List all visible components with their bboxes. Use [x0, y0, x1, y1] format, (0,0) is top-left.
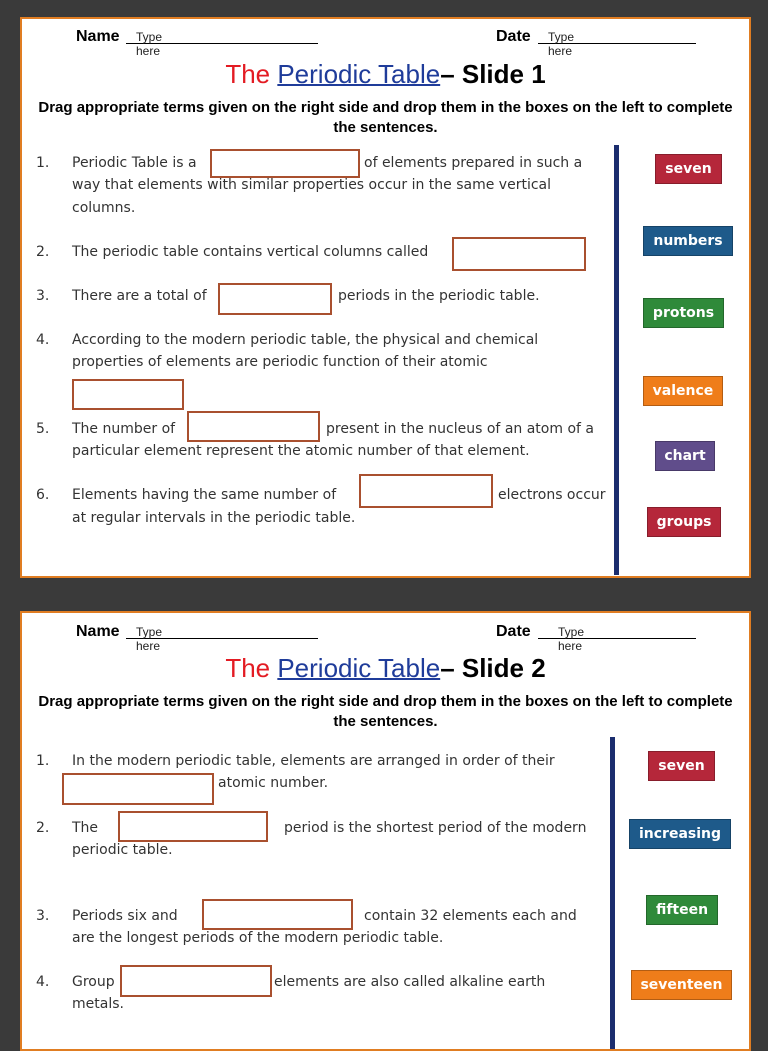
drag-tag-seven[interactable]: seven: [655, 154, 722, 184]
question-number: 1.: [36, 155, 50, 171]
question-text: columns.: [72, 200, 136, 216]
drag-tag-protons[interactable]: protons: [643, 298, 724, 328]
question-text: According to the modern periodic table, the physical and chemical: [72, 332, 539, 348]
question-text: electrons occur: [498, 487, 606, 503]
question-text: Periods six and: [72, 908, 178, 924]
question-text: particular element represent the atomic number of that element.: [72, 443, 530, 459]
drop-box[interactable]: [359, 474, 493, 508]
question-number: 4.: [36, 332, 50, 348]
drag-tag-fifteen[interactable]: fifteen: [646, 895, 718, 925]
question-number: 4.: [36, 974, 50, 990]
question-number: 3.: [36, 908, 50, 924]
drop-box[interactable]: [202, 899, 353, 930]
instructions: Drag appropriate terms given on the right side and drop them in the boxes on the left to complete the sentences.: [38, 99, 733, 136]
question-text: Elements having the same number of: [72, 487, 337, 503]
question-number: 1.: [36, 753, 50, 769]
question-text: present in the nucleus of an atom of a: [326, 421, 594, 437]
question-text: properties of elements are periodic function of their atomic: [72, 354, 488, 370]
question-text: Group: [72, 974, 115, 990]
question-text: of elements prepared in such a: [364, 155, 583, 171]
drop-box[interactable]: [120, 965, 272, 997]
question-text: The number of: [72, 421, 176, 437]
drop-box[interactable]: [218, 283, 332, 315]
slide-2: [20, 611, 751, 1051]
divider-bar: [610, 737, 615, 1051]
name-field[interactable]: Type here: [136, 625, 163, 653]
date-label: Date: [496, 623, 531, 640]
question-text: contain 32 elements each and: [364, 908, 577, 924]
question-text: way that elements with similar properties occur in the same vertical: [72, 177, 552, 193]
date-field[interactable]: Type here: [558, 625, 585, 653]
question-number: 2.: [36, 820, 50, 836]
question-text: The periodic table contains vertical columns called: [72, 244, 429, 260]
drag-tag-valence[interactable]: valence: [643, 376, 723, 406]
question-text: period is the shortest period of the modern: [284, 820, 587, 836]
drop-box[interactable]: [72, 379, 184, 410]
drop-box[interactable]: [118, 811, 268, 842]
divider-bar: [614, 145, 619, 575]
drag-tag-increasing[interactable]: increasing: [629, 819, 731, 849]
question-text: The: [72, 820, 99, 836]
drop-box[interactable]: [187, 411, 320, 442]
instructions: Drag appropriate terms given on the right side and drop them in the boxes on the left to complete the sentences.: [38, 693, 733, 730]
question-number: 3.: [36, 288, 50, 304]
question-text: elements are also called alkaline earth: [274, 974, 546, 990]
drop-box[interactable]: [210, 149, 360, 178]
question-text: In the modern periodic table, elements are arranged in order of their: [72, 753, 555, 769]
date-field[interactable]: Type here: [548, 30, 575, 58]
slide-1: [20, 17, 751, 578]
drag-tag-seventeen[interactable]: seventeen: [631, 970, 732, 1000]
name-field[interactable]: Type here: [136, 30, 163, 58]
drag-tag-numbers[interactable]: numbers: [643, 226, 733, 256]
question-text: are the longest periods of the modern periodic table.: [72, 930, 444, 946]
question-text: atomic number.: [218, 775, 329, 791]
page-title: The Periodic Table– Slide 2: [225, 653, 546, 683]
drop-box[interactable]: [62, 773, 214, 805]
question-text: Periodic Table is a: [72, 155, 197, 171]
drag-tag-seven[interactable]: seven: [648, 751, 715, 781]
drop-box[interactable]: [452, 237, 586, 271]
question-text: metals.: [72, 996, 124, 1012]
question-text: There are a total of: [72, 288, 207, 304]
page-title: The Periodic Table– Slide 1: [225, 59, 546, 89]
question-text: periodic table.: [72, 842, 173, 858]
drag-tag-chart[interactable]: chart: [655, 441, 715, 471]
date-label: Date: [496, 28, 531, 45]
question-text: at regular intervals in the periodic table.: [72, 510, 356, 526]
question-text: periods in the periodic table.: [338, 288, 540, 304]
drag-tag-groups[interactable]: groups: [647, 507, 721, 537]
name-label: Name: [76, 28, 120, 45]
name-label: Name: [76, 623, 120, 640]
question-number: 2.: [36, 244, 50, 260]
question-number: 5.: [36, 421, 50, 437]
question-number: 6.: [36, 487, 50, 503]
